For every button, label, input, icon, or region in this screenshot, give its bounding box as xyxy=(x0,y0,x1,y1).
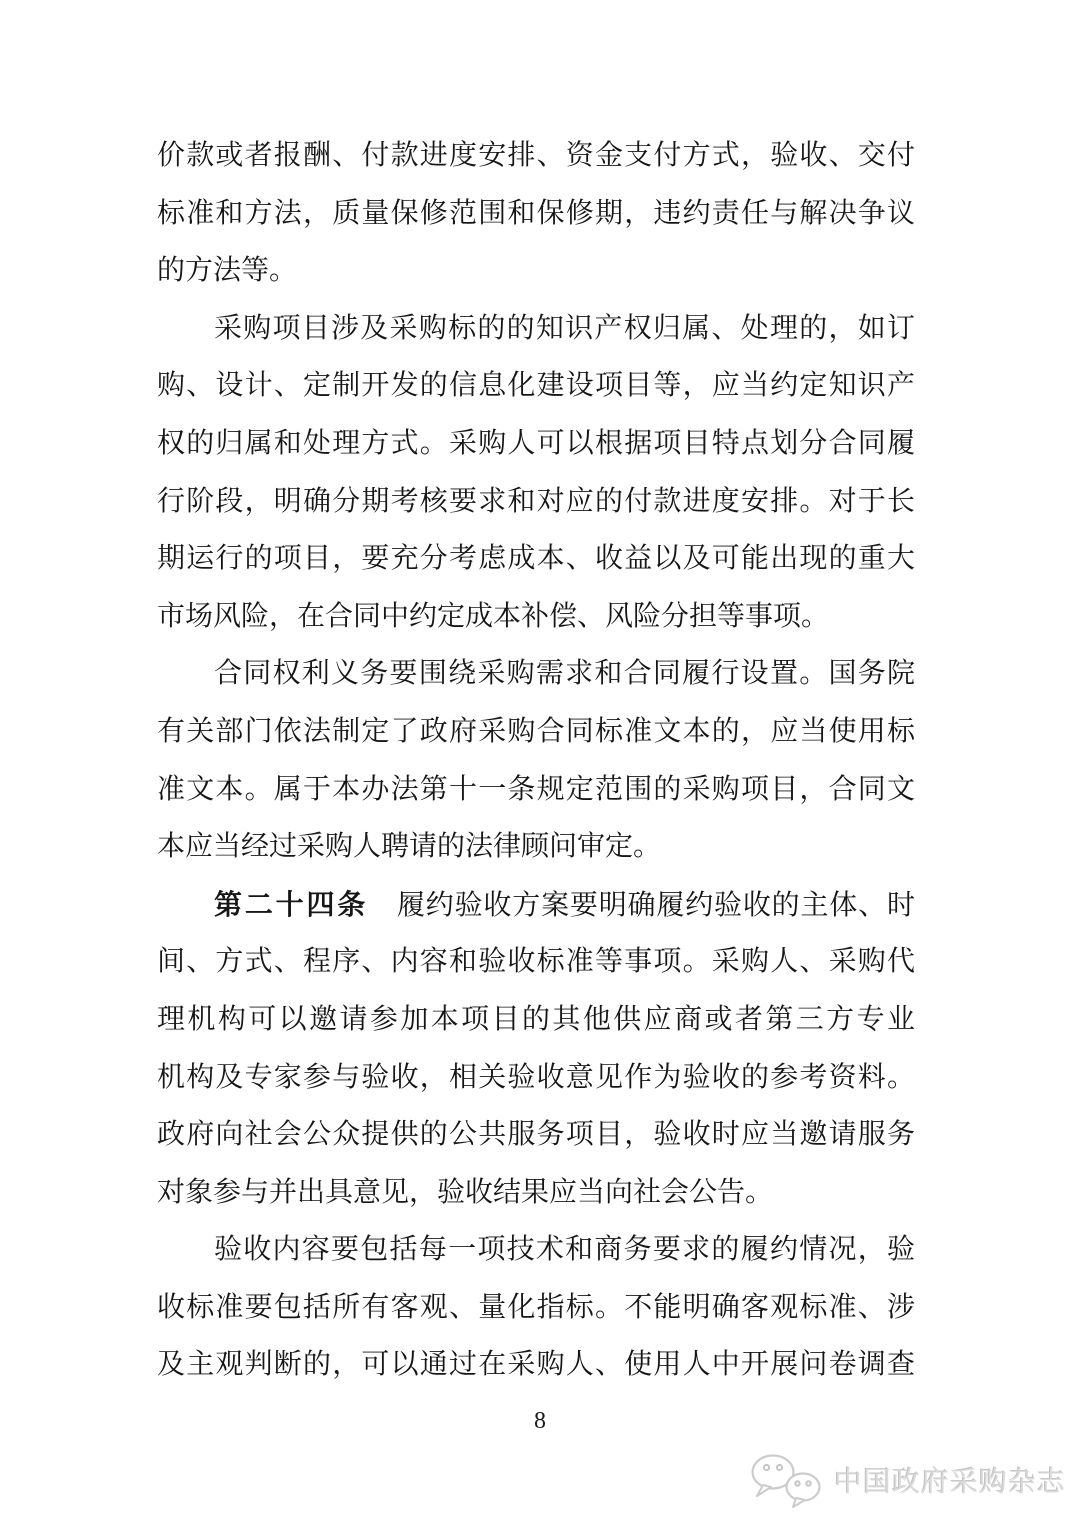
document-body xyxy=(157,127,915,1394)
text-line: 的方法等。 xyxy=(157,255,298,287)
watermark-text: 中国政府采购杂志 xyxy=(833,1466,1066,1497)
text-line: 本应当经过采购人聘请的法律顾问审定。 xyxy=(157,831,662,863)
text-line: 有关部门依法制定了政府采购合同标准文本的，应当使用标 xyxy=(157,715,915,747)
text-line-span: 履约验收方案要明确履约验收的主体、时 xyxy=(368,889,915,921)
text-line: 采购项目涉及采购标的的知识产权归属、处理的，如订 xyxy=(214,312,915,344)
text-line: 对象参与并出具意见，验收结果应当向社会公告。 xyxy=(157,1176,774,1208)
text-line: 权的归属和处理方式。采购人可以根据项目特点划分合同履 xyxy=(157,427,915,459)
text-line: 购、设计、定制开发的信息化建设项目等，应当约定知识产 xyxy=(157,370,915,402)
text-line: 行阶段，明确分期考核要求和对应的付款进度安排。对于长 xyxy=(157,485,915,517)
text-line: 间、方式、程序、内容和验收标准等事项。采购人、采购代 xyxy=(157,946,915,978)
text-line: 及主观判断的，可以通过在采购人、使用人中开展问卷调查 xyxy=(157,1349,915,1381)
text-line xyxy=(157,876,915,934)
wechat-icon xyxy=(746,1451,830,1509)
text-line: 验收内容要包括每一项技术和商务要求的履约情况，验 xyxy=(214,1234,915,1266)
text-line: 理机构可以邀请参加本项目的其他供应商或者第三方专业 xyxy=(157,1003,915,1035)
text-line: 准文本。属于本办法第十一条规定范围的采购项目，合同文 xyxy=(157,773,915,805)
text-line: 标准和方法，质量保修范围和保修期，违约责任与解决争议 xyxy=(157,197,915,229)
text-line: 政府向社会公众提供的公共服务项目，验收时应当邀请服务 xyxy=(157,1119,915,1151)
watermark xyxy=(746,1452,1066,1508)
text-line: 价款或者报酬、付款进度安排、资金支付方式，验收、交付 xyxy=(157,140,915,171)
article-24-heading: 第二十四条 xyxy=(214,888,369,920)
text-line: 合同权利义务要围绕采购需求和合同履行设置。国务院 xyxy=(214,658,915,690)
page-number: 8 xyxy=(534,1408,546,1434)
text-line: 市场风险，在合同中约定成本补偿、风险分担等事项。 xyxy=(157,600,830,632)
text-line: 收标准要包括所有客观、量化指标。不能明确客观标准、涉 xyxy=(157,1291,915,1323)
text-line: 机构及专家参与验收，相关验收意见作为验收的参考资料。 xyxy=(157,1061,915,1093)
text-line: 期运行的项目，要充分考虑成本、收益以及可能出现的重大 xyxy=(157,543,915,575)
